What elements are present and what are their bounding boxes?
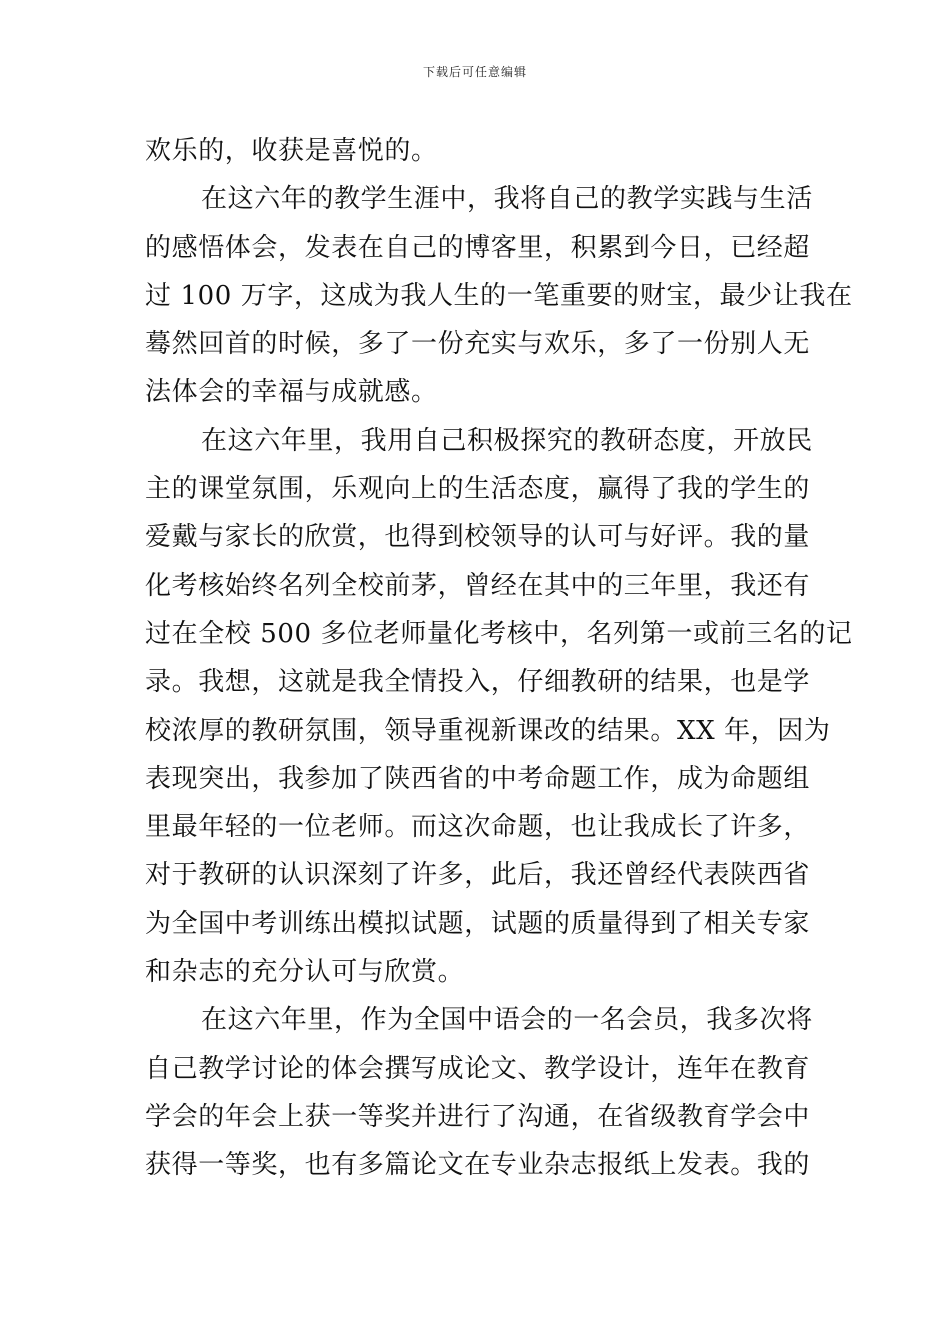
document-body — [145, 127, 853, 1190]
text-line: 校浓厚的教研氛围，领导重视新课改的结果。XX 年，因为 — [145, 715, 831, 746]
text-line: 里最年轻的一位老师。而这次命题，也让我成长了许多， — [145, 812, 811, 843]
text-line: 学会的年会上获一等奖并进行了沟通，在省级教育学会中 — [145, 1101, 811, 1132]
text-line: 欢乐的，收获是喜悦的。 — [145, 136, 438, 166]
text-line: 化考核始终名列全校前茅，曾经在其中的三年里，我还有 — [145, 570, 811, 601]
text-line: 法体会的幸福与成就感。 — [145, 377, 438, 408]
text-line: 和杂志的充分认可与欣赏。 — [145, 957, 465, 988]
text-line: 获得一等奖，也有多篇论文在专业杂志报纸上发表。我的 — [145, 1150, 811, 1181]
paragraph — [145, 996, 813, 1189]
text-line: 主的课堂氛围，乐观向上的生活态度，赢得了我的学生的 — [145, 474, 811, 505]
text-line: 录。我想，这就是我全情投入，仔细教研的结果，也是学 — [145, 667, 811, 698]
text-line: 蓦然回首的时候，多了一份充实与欢乐，多了一份别人无 — [145, 329, 811, 360]
text-line: 在这六年里，作为全国中语会的一名会员，我多次将 — [201, 1005, 813, 1036]
paragraph — [145, 417, 853, 997]
text-line: 的感悟体会，发表在自己的博客里，积累到今日，已经超 — [145, 232, 811, 263]
text-line: 自己教学讨论的体会撰写成论文、教学设计，连年在教育 — [145, 1053, 811, 1084]
paragraph — [145, 127, 807, 175]
text-line: 爱戴与家长的欣赏，也得到校领导的认可与好评。我的量 — [145, 522, 811, 553]
paragraph — [145, 175, 853, 416]
text-line: 对于教研的认识深刻了许多，此后，我还曾经代表陕西省 — [145, 860, 811, 891]
text-line: 表现突出，我参加了陕西省的中考命题工作，成为命题组 — [145, 763, 811, 794]
text-line: 在这六年的教学生涯中，我将自己的教学实践与生活 — [201, 184, 813, 215]
text-line: 过在全校 500 多位老师量化考核中，名列第一或前三名的记 — [145, 618, 853, 649]
text-line: 在这六年里，我用自己积极探究的教研态度，开放民 — [201, 425, 813, 456]
text-line: 过 100 万字，这成为我人生的一笔重要的财宝，最少让我在 — [145, 280, 853, 311]
page-header: 下载后可任意编辑 — [422, 65, 527, 79]
text-line: 为全国中考训练出模拟试题，试题的质量得到了相关专家 — [145, 908, 811, 939]
